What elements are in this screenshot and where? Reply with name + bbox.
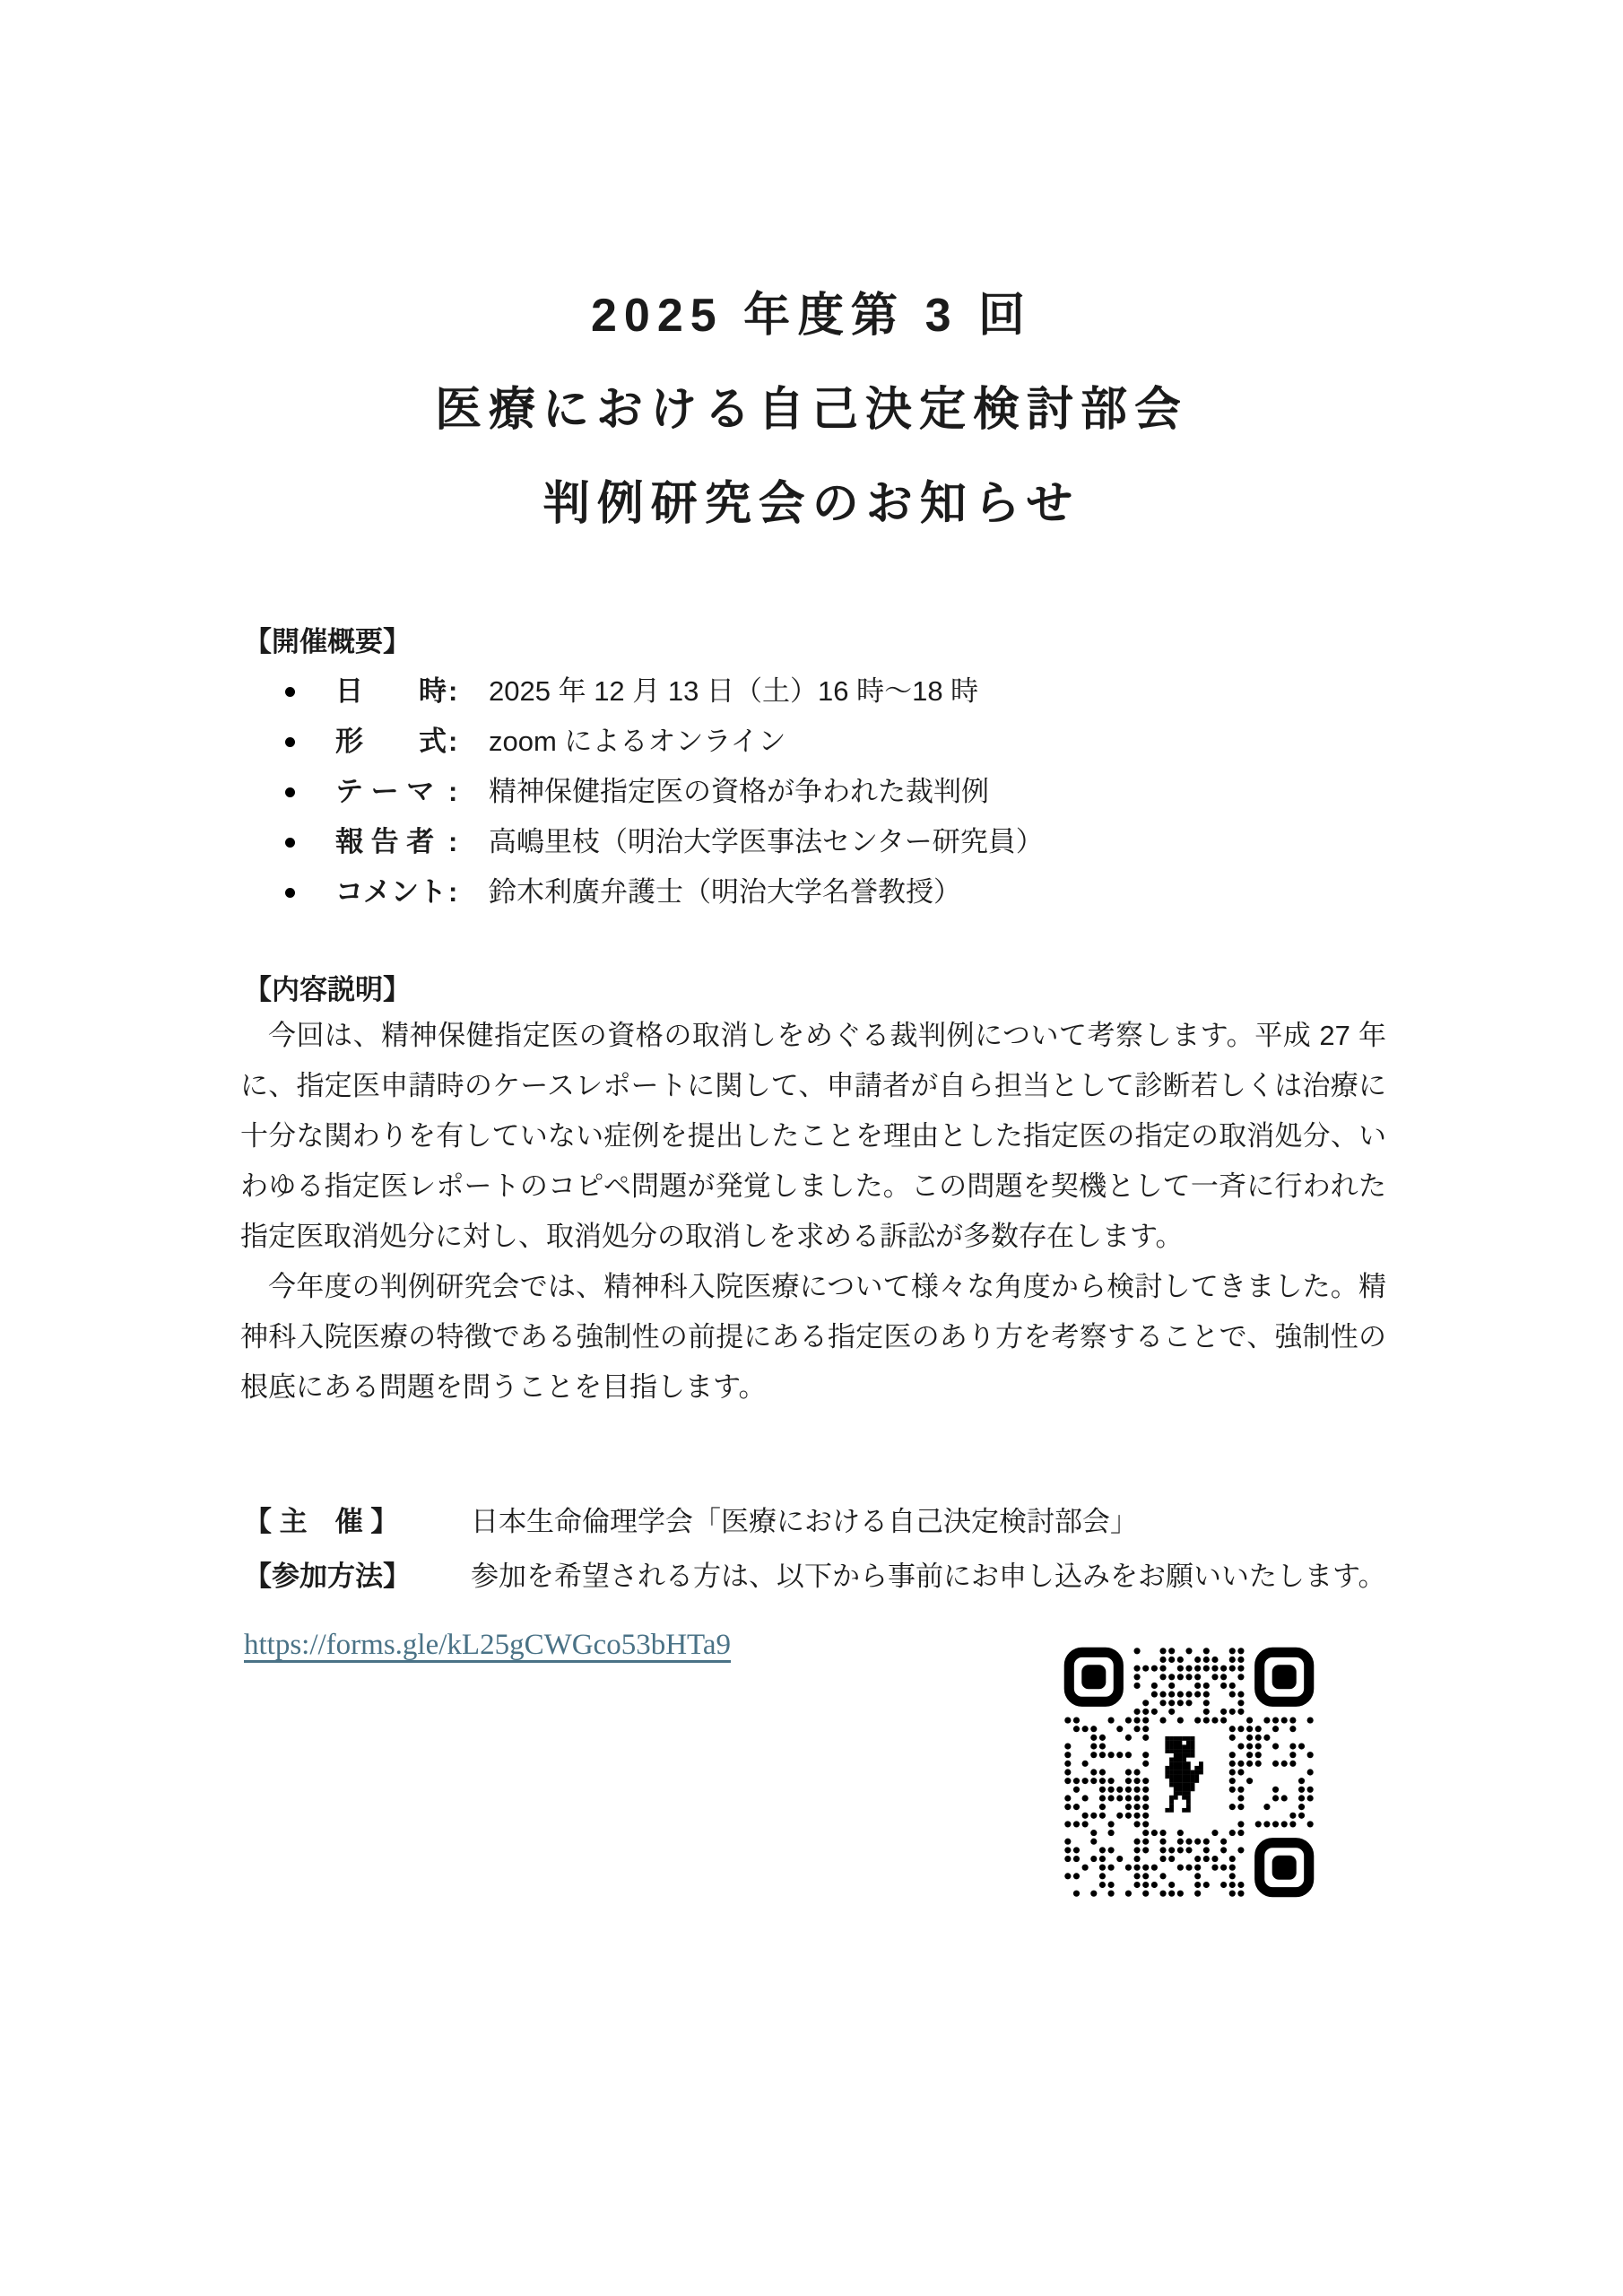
overview-item-label: テ ー マ bbox=[335, 776, 435, 807]
apply-method-value: 参加を希望される方は、以下から事前にお申し込みをお願いいたします。 bbox=[471, 1561, 1386, 1592]
bullet-icon bbox=[285, 838, 335, 848]
chrome-dino-icon bbox=[1165, 1736, 1202, 1813]
organizer-row bbox=[244, 1502, 1623, 1542]
signup-link-line bbox=[244, 1625, 1623, 1670]
document-title-line-2: 医療における自己決定検討部会 bbox=[434, 384, 1188, 436]
overview-item-colon: : bbox=[448, 826, 458, 857]
overview-item-datetime bbox=[0, 666, 1623, 717]
document-title-line-1: 2025 年度第 3 回 bbox=[591, 290, 1032, 342]
overview-item-format bbox=[0, 717, 1623, 767]
overview-item-colon: : bbox=[448, 776, 458, 807]
description-section-heading: 【内容説明】 bbox=[244, 974, 411, 1005]
document-title bbox=[0, 0, 1623, 552]
overview-item-label: 日 時 bbox=[335, 675, 447, 707]
overview-item-theme bbox=[0, 767, 1623, 817]
description-paragraph-2: 今年度の判例研究会では、精神科入院医療について様々な角度から検討してきました。精神科入院医療の特徴である強制性の前提にある指定医のあり方を考察することで、強制性の根底にある問題を問うことを目指します。 bbox=[240, 1271, 1386, 1403]
bullet-icon bbox=[285, 787, 335, 797]
overview-item-colon: : bbox=[448, 876, 458, 908]
description-paragraph-1: 今回は、精神保健指定医の資格の取消しをめぐる裁判例について考察します。平成 27 年に、指定医申請時のケースレポートに関して、申請者が自ら担当として診断若しくは治療に十分な関わりを有していない症例を提出したことを理由とした指定医の指定の取消処分、いわゆる指定医レポートのコピペ問題が発覚しました。この問題を契機として一斉に行われた指定医取消処分に対し、取消処分の取消しを求める訴訟が多数存在します。 bbox=[240, 1020, 1386, 1252]
overview-item-value: 2025 年 12 月 13 日（土）16 時～18 時 bbox=[489, 675, 979, 707]
bullet-icon bbox=[285, 737, 335, 747]
overview-item-reporter bbox=[0, 817, 1623, 867]
overview-item-colon: : bbox=[448, 726, 458, 757]
description-body bbox=[240, 1011, 1386, 1413]
overview-item-value: 高嶋里枝（明治大学医事法センター研究員） bbox=[489, 826, 1044, 857]
overview-section-heading: 【開催概要】 bbox=[244, 626, 411, 657]
overview-item-value: zoom によるオンライン bbox=[489, 726, 786, 757]
overview-item-label: 形 式 bbox=[335, 726, 447, 757]
qr-code bbox=[1063, 1647, 1315, 1898]
overview-item-colon: : bbox=[448, 675, 458, 707]
apply-method-row bbox=[244, 1557, 1623, 1596]
organizer-label: 【 主 催 】 bbox=[244, 1506, 399, 1537]
footer-info bbox=[244, 1502, 1623, 1596]
overview-item-label: 報 告 者 bbox=[335, 826, 435, 857]
overview-item-label: コメント bbox=[335, 876, 447, 908]
apply-method-label: 【参加方法】 bbox=[244, 1561, 411, 1592]
bullet-icon bbox=[285, 888, 335, 898]
overview-item-value: 鈴木利廣弁護士（明治大学名誉教授） bbox=[489, 876, 961, 908]
signup-link[interactable]: https://forms.gle/kL25gCWGco53bHTa9 bbox=[244, 1629, 732, 1661]
document-title-line-3: 判例研究会のお知らせ bbox=[542, 478, 1081, 530]
overview-item-comment bbox=[0, 867, 1623, 918]
organizer-value: 日本生命倫理学会「医療における自己決定検討部会」 bbox=[471, 1506, 1138, 1537]
overview-item-value: 精神保健指定医の資格が争われた裁判例 bbox=[489, 776, 989, 807]
bullet-icon bbox=[285, 687, 335, 697]
overview-list bbox=[0, 666, 1623, 918]
